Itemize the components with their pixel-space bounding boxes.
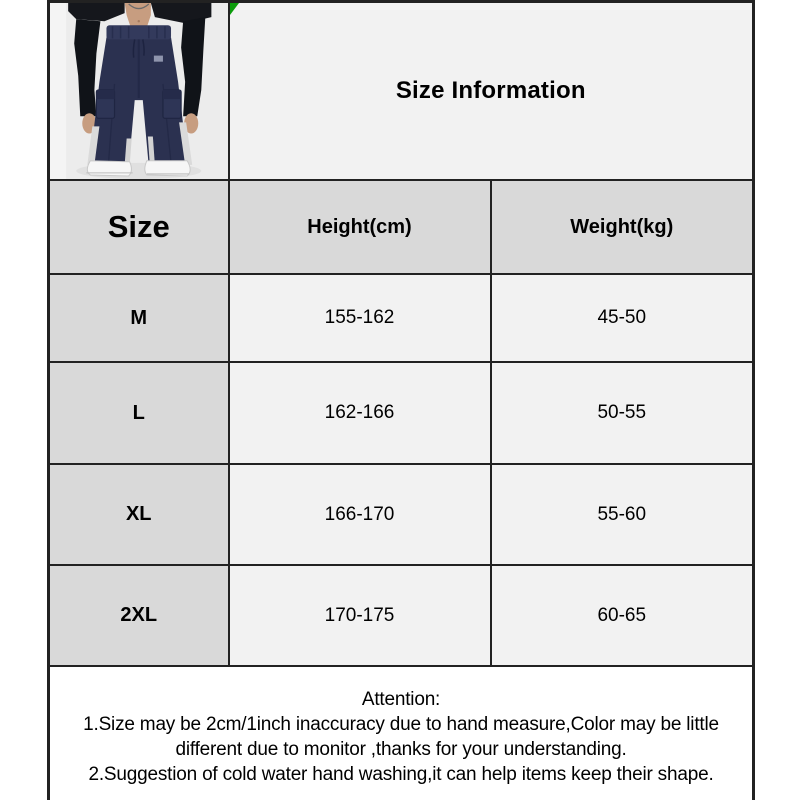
waistband [106,25,171,39]
green-corner-marker-icon [230,3,239,15]
size-cell: L [49,362,229,464]
title-cell [229,2,754,181]
height-cell: 166-170 [229,464,491,565]
table-row-2xl [49,565,754,666]
weight-cell: 45-50 [491,274,754,362]
column-header-row [49,180,754,274]
attention-row [49,666,754,800]
weight-cell: 55-60 [491,464,754,565]
weight-cell: 50-55 [491,362,754,464]
pants-logo [154,56,163,62]
size-chart-table [47,0,755,800]
height-cell: 155-162 [229,274,491,362]
column-header-size: Size [49,180,229,274]
cargo-pocket-left [96,90,114,118]
table-row-l [49,362,754,464]
height-cell: 162-166 [229,362,491,464]
size-cell: 2XL [49,565,229,666]
title-row [49,2,754,181]
column-header-height: Height(cm) [229,180,491,274]
attention-box [49,666,754,800]
size-cell: XL [49,464,229,565]
table-row-xl [49,464,754,565]
attention-note-1: 1.Size may be 2cm/1inch inaccuracy due to hand measure,Color may be little different due to monitor ,thanks for your understanding. [83,713,719,760]
weight-cell: 60-65 [491,565,754,666]
page-title: Size Information [395,77,586,104]
height-cell: 170-175 [229,565,491,666]
attention-note-2: 2.Suggestion of cold water hand washing,it can help items keep their shape. [88,764,714,786]
column-header-weight: Weight(kg) [491,180,754,274]
attention-title: Attention: [361,688,441,710]
product-photo-cell [49,2,229,181]
size-cell: M [49,274,229,362]
cargo-pocket-right [163,90,181,118]
product-photo [50,3,228,179]
table-row-m [49,274,754,362]
